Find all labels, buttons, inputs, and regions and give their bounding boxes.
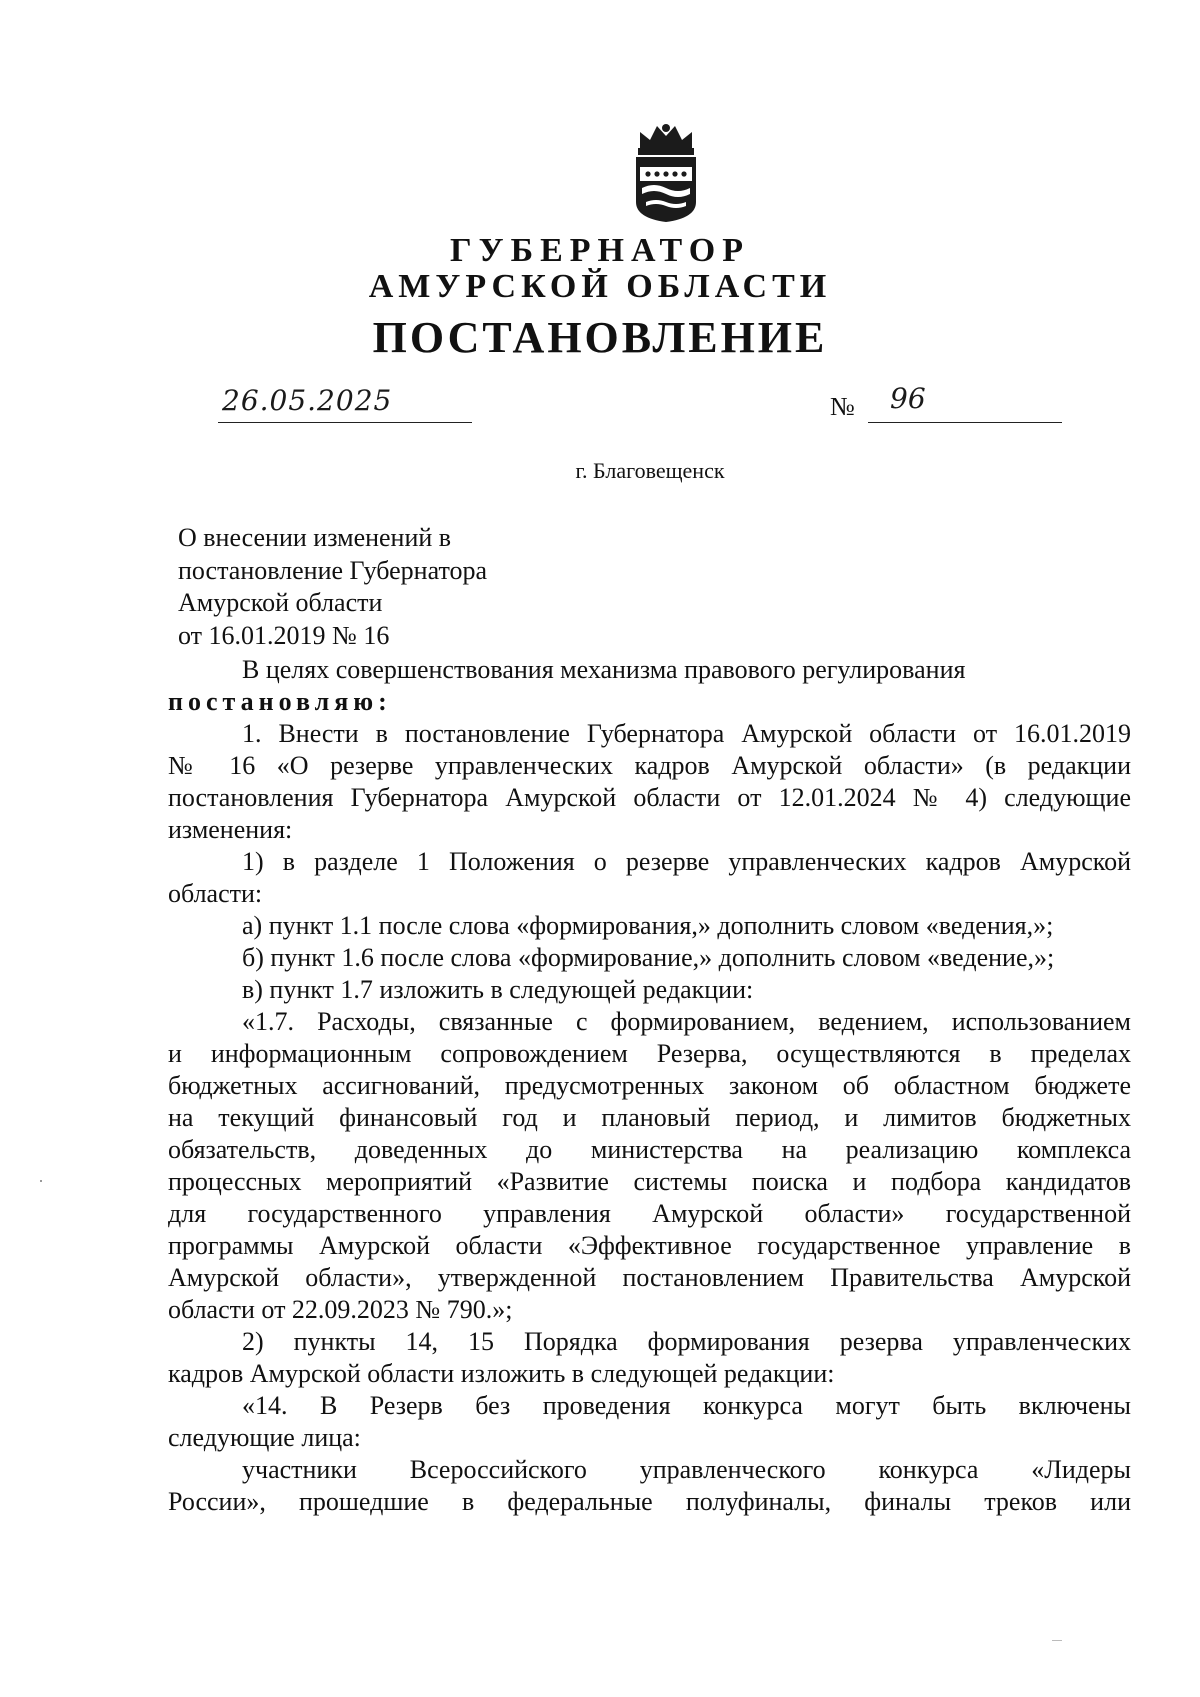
body-line: В целях совершенствования механизма правового регулирования (242, 655, 966, 684)
body-line: 2) пункты 14, 15 Порядка формирования резерва управленческих (242, 1327, 1131, 1356)
number-sign: № (830, 392, 855, 421)
header-region: АМУРСКОЙ ОБЛАСТИ (368, 268, 832, 305)
resolve-word: постановляю: (168, 687, 392, 716)
body-line: участники Всероссийского управленческого конкурса «Лидеры (242, 1455, 1131, 1484)
scan-speck (1052, 1640, 1062, 1641)
document-date: 26.05.2025 (222, 384, 393, 417)
body-line: в) пункт 1.7 изложить в следующей редакции: (242, 975, 754, 1004)
city: г. Благовещенск (575, 458, 725, 483)
number-underline (868, 422, 1062, 423)
body-line: № 16 «О резерве управленческих кадров Амурской области» (в редакции (168, 751, 1131, 780)
body-line: обязательств, доведенных до министерства на реализацию комплекса (168, 1135, 1131, 1164)
body-line: для государственного управления Амурской области» государственной (168, 1199, 1131, 1228)
header-title: ГУБЕРНАТОР (450, 232, 750, 269)
subject-line: Амурской области (178, 588, 383, 617)
body-line: Амурской области», утвержденной постановлением Правительства Амурской (168, 1263, 1131, 1292)
body-line: процессных мероприятий «Развитие системы поиска и подбора кандидатов (168, 1167, 1131, 1196)
body-line: бюджетных ассигнований, предусмотренных законом об областном бюджете (168, 1071, 1131, 1100)
scan-speck (40, 1180, 42, 1182)
subject-line: постановление Губернатора (178, 555, 488, 585)
body-line: России», прошедшие в федеральные полуфиналы, финалы треков или (168, 1487, 1131, 1516)
body-line: «1.7. Расходы, связанные с формированием, ведением, использованием (242, 1007, 1131, 1036)
document-subject (178, 522, 487, 652)
body-line: области: (168, 879, 263, 908)
body-line: кадров Амурской области изложить в следующей редакции: (168, 1359, 835, 1388)
document-number: 96 (890, 382, 926, 415)
body-line: и информационным сопровождением Резерва, осуществляются в пределах (168, 1039, 1131, 1068)
body-line: «14. В Резерв без проведения конкурса могут быть включены (242, 1391, 1131, 1420)
date-underline (218, 422, 472, 423)
body-line: изменения: (168, 815, 293, 844)
body-line: 1) в разделе 1 Положения о резерве управленческих кадров Амурской (242, 847, 1131, 876)
subject-line: от 16.01.2019 № 16 (178, 620, 390, 650)
document-type: ПОСТАНОВЛЕНИЕ (372, 313, 828, 362)
body-line: области от 22.09.2023 № 790.»; (168, 1295, 513, 1324)
body-line: следующие лица: (168, 1423, 361, 1452)
body-line: на текущий финансовый год и плановый период, и лимитов бюджетных (168, 1103, 1131, 1132)
subject-line: О внесении изменений в (178, 523, 452, 552)
amur-oblast-coat-of-arms-icon (626, 122, 706, 224)
body-line: а) пункт 1.1 после слова «формирования,» дополнить словом «ведения,»; (242, 911, 1054, 940)
body-line: б) пункт 1.6 после слова «формирование,» дополнить словом «ведение,»; (242, 943, 1055, 972)
body-line: программы Амурской области «Эффективное государственное управление в (168, 1231, 1131, 1260)
body-line: постановления Губернатора Амурской области от 12.01.2024 № 4) следующие (168, 783, 1131, 812)
body-line: 1. Внести в постановление Губернатора Амурской области от 16.01.2019 (242, 719, 1131, 748)
